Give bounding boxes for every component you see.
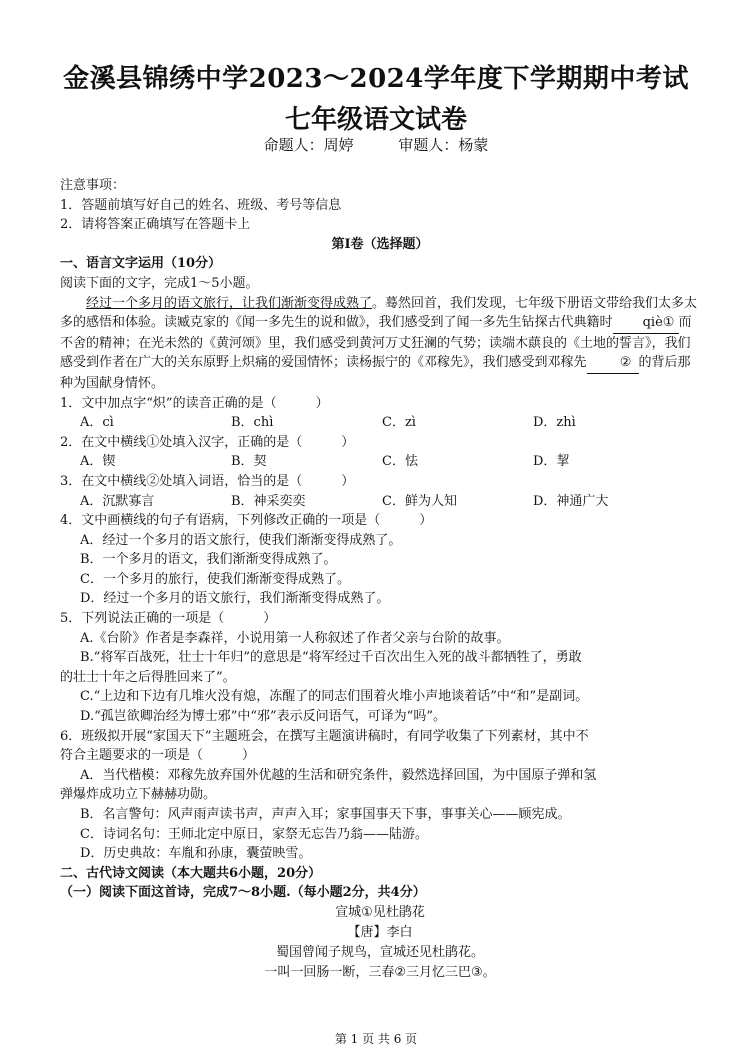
option: D．经过一个多月的语文旅行，我们渐渐变得成熟了。: [80, 591, 390, 607]
underlined-sentence: 经过一个多月的语文旅行，让我们渐渐变得成熟了: [86, 295, 373, 311]
exam-title: 金溪县锦绣中学2023～2024学年度下学期期中考试: [63, 64, 689, 94]
poem-title: 宣城①见杜鹃花: [335, 904, 425, 920]
reading-passage: 经过一个多月的语文旅行，让我们渐渐变得成熟了。蓦然回首，我们发现，七年级下册语文带给我们太多太多的感悟和体验。读臧克家的《闻一多先生的说和做》，我们感受到了闻一多先生钻探古代典籍时 qiè① 而不舍的精神；在光未然的《黄河颂》里，我们感受到黄河万丈狂澜的气势；读端木蕻良的《土地的誓言》，我们感受到作者在广大的关东原野上炽痛的爱国情怀；读杨振宁的《邓稼先》，我们感受到邓稼先 ② 的背后那种为国献身情怀。: [60, 295, 698, 391]
option: D．神通广大: [533, 493, 609, 509]
option: A.《台阶》作者是李森祥，小说用第一人称叙述了作者父亲与台阶的故事。: [80, 630, 510, 646]
question-stem: 1．文中加点字“炽”的读音正确的是（ ）: [60, 395, 329, 411]
option: B．chì: [231, 415, 274, 431]
section-title: 二、古代诗文阅读（本大题共6小题，20分）: [60, 865, 322, 881]
notice-item: 2．请将答案正确填写在答题卡上: [60, 217, 251, 233]
page-number: 第 1 页 共 6 页: [334, 1032, 418, 1046]
poem: [60, 903, 700, 983]
option-continuation: 的壮士十年之后得胜回来了”。: [60, 669, 236, 685]
option: C．鲜为人知: [382, 493, 457, 509]
option: C．诗词名句：王师北定中原日，家祭无忘告乃翁——陆游。: [80, 826, 428, 842]
exam-subtitle: 七年级语文试卷: [284, 105, 467, 135]
option: C．怯: [382, 454, 418, 470]
poem-line: 蜀国曾闻子规鸟，宣城还见杜鹃花。: [275, 944, 484, 960]
option: A．锲: [80, 454, 116, 470]
poem-author: 【唐】李白: [347, 924, 413, 940]
question-stem: 6．班级拟开展“家国天下”主题班会，在撰写主题演讲稿时，有同学收集了下列素材，其中不: [60, 728, 589, 744]
question-options: [60, 413, 700, 433]
question-stem: 4．文中画横线的句子有语病，下列修改正确的一项是（ ）: [60, 513, 433, 529]
blank-2: ②: [587, 353, 639, 374]
option-continuation: 弹爆炸成功立下赫赫功勋。: [60, 787, 217, 803]
option: A．当代楷模：邓稼先放弃国外优越的生活和研究条件，毅然选择回国，为中国原子弹和氢: [80, 767, 597, 783]
option: C．一个多月的旅行，使我们渐渐变得成熟了。: [80, 571, 350, 587]
notice-item: 1．答题前填写好自己的姓名、班级、考号等信息: [60, 197, 342, 213]
option: D．历史典故：车胤和孙康，囊萤映雪。: [80, 846, 312, 862]
option: D．zhì: [533, 415, 576, 431]
option: A．沉默寡言: [80, 493, 155, 509]
reviewer-label: 审题人：杨蒙: [398, 136, 489, 154]
question-stem: 5．下列说法正确的一项是（ ）: [60, 611, 277, 627]
option: C.“上边和下边有几堆火没有熄，冻醒了的同志们围着火堆小声地谈着话”中“和”是副词。: [80, 689, 589, 705]
question-stem-continuation: 符合主题要求的一项是（ ）: [60, 748, 256, 764]
option: B．契: [231, 454, 267, 470]
option: C．zì: [382, 415, 416, 431]
blank-1: qiè①: [613, 313, 679, 334]
exam-body: [60, 176, 700, 983]
author-label: 命题人：周婷: [263, 136, 354, 154]
option: B．神采奕奕: [231, 493, 306, 509]
poem-line: 一叫一回肠一断，三春②三月忆三巴③。: [264, 964, 496, 980]
question-options: [60, 452, 700, 472]
notice-heading: 注意事项：: [60, 178, 126, 193]
part-title: 第Ⅰ卷（选择题）: [331, 236, 429, 252]
question-stem: 3．在文中横线②处填入词语，恰当的是（ ）: [60, 473, 355, 489]
option: A．经过一个多月的语文旅行，使我们渐渐变得成熟了。: [80, 532, 402, 548]
section-title: 一、语言文字运用（10分）: [60, 256, 222, 272]
question-stem: 2．在文中横线①处填入汉字，正确的是（ ）: [60, 434, 355, 450]
option: B.“将军百战死，壮士十年归”的意思是“将军经过千百次出生入死的战斗都牺牲了，勇敢: [80, 650, 582, 666]
option: D.“孤岂欲卿治经为博士邪”中“邪”表示反问语气，可译为“吗”。: [80, 709, 446, 725]
option: D．挈: [533, 454, 570, 470]
exam-authors: [0, 134, 752, 155]
subsection-title: （一）阅读下面这首诗，完成7～8小题.（每小题2分，共4分）: [60, 885, 426, 901]
section-instruction: 阅读下面的文字，完成1～5小题。: [60, 275, 259, 291]
option: B．名言警句：风声雨声读书声，声声入耳；家事国事天下事，事事关心——顾宪成。: [80, 807, 571, 822]
option: A．cì: [80, 415, 114, 431]
question-options: [60, 492, 700, 512]
option: B．一个多月的语文，我们渐渐变得成熟了。: [80, 552, 337, 568]
